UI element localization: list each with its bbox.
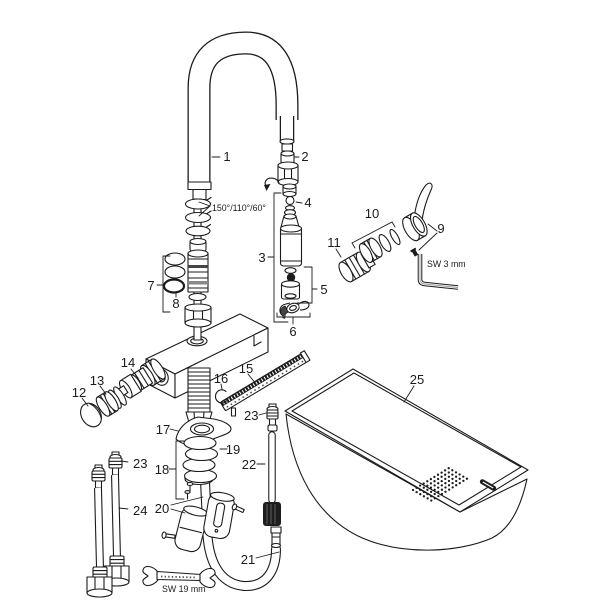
spray-pipe-part-3 [281, 214, 302, 266]
part-label-25: 25 [409, 372, 425, 387]
part-label-5: 5 [320, 282, 328, 297]
part-label-18: 18 [154, 462, 170, 477]
part-label-3: 3 [258, 250, 266, 265]
part-label-9: 9 [437, 221, 445, 236]
part-label-21: 21 [240, 552, 256, 567]
aerator-connector-part-2 [264, 151, 298, 197]
o-ring-part-8 [164, 280, 184, 293]
part-label-11: 11 [327, 235, 341, 250]
swivel-clip-60 [186, 226, 210, 236]
part-label-24: 24 [133, 503, 148, 518]
weight-screw [162, 532, 176, 540]
washer-and-spring [183, 437, 218, 485]
swivel-angle-annotation: 150°/110°/60° [212, 203, 266, 213]
check-valve-part-4 [285, 197, 296, 216]
part-label-23b: 23 [133, 456, 148, 471]
part-label-14: 14 [120, 355, 136, 370]
spout-shaft-column [185, 198, 211, 341]
swivel-clip-150 [186, 199, 211, 209]
spray-insert-part-5 [282, 268, 300, 299]
supply-hose-part-24 [87, 465, 112, 597]
retaining-clip-part-6 [280, 301, 309, 319]
handle-lever [399, 183, 432, 243]
part-label-1: 1 [223, 149, 231, 164]
part-label-8: 8 [172, 296, 180, 311]
bearing-rings-part-7 [164, 253, 185, 293]
part-label-20: 20 [154, 501, 170, 516]
part-label-22: 22 [241, 457, 257, 472]
part-label-7: 7 [147, 278, 155, 293]
part-label-17: 17 [155, 422, 171, 437]
part-label-4: 4 [304, 195, 312, 210]
sink-basin-part-25 [285, 369, 528, 550]
part-label-2: 2 [301, 149, 309, 164]
fastening-screws-part-18 [185, 483, 193, 500]
part-label-13: 13 [89, 373, 105, 388]
part-label-16: 16 [213, 371, 229, 386]
part-label-15: 15 [238, 361, 254, 376]
swivel-clip-110 [186, 213, 211, 223]
part-label-12: 12 [71, 385, 87, 400]
hose-fitting-part-23-middle [267, 404, 278, 431]
part-label-6: 6 [289, 324, 297, 339]
part-label-23: 23 [244, 408, 259, 423]
wrench-size-annotation: SW 19 mm [162, 584, 206, 594]
connection-hose-part-22 [263, 435, 281, 548]
part-label-19: 19 [225, 442, 241, 457]
hex-key-size-annotation: SW 3 mm [427, 259, 466, 269]
supply-hose-part-23 [104, 452, 129, 586]
strip-pin [232, 408, 236, 416]
part-label-10: 10 [364, 206, 380, 221]
